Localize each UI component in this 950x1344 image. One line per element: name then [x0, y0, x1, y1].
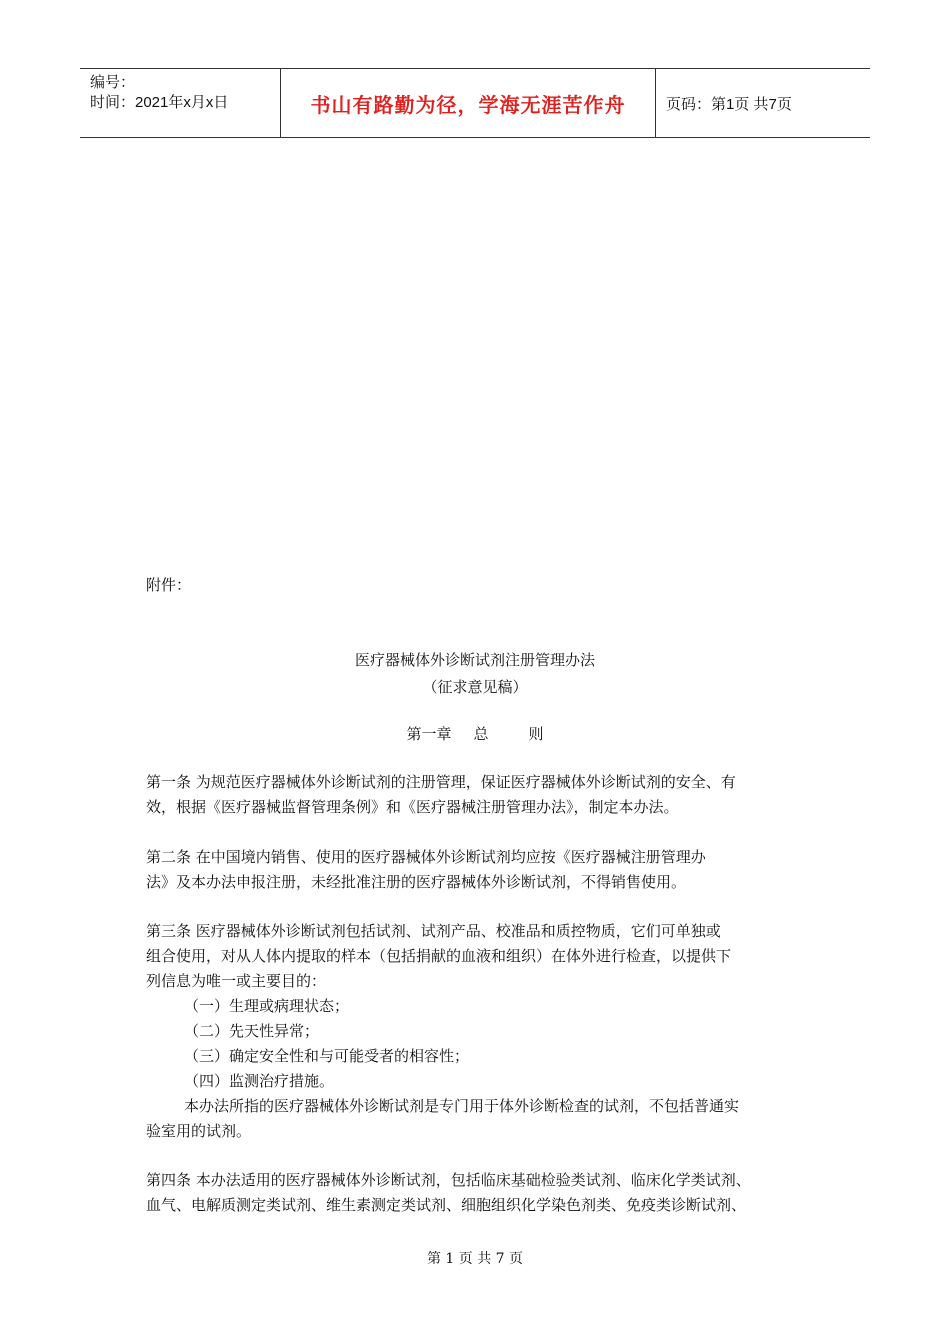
article-4-line: 血气、电解质测定类试剂、维生素测定类试剂、细胞组织化学染色剂类、免疫类诊断试剂、 [146, 1196, 747, 1214]
article-4 [146, 1168, 810, 1218]
article-2-line: 法》及本办法申报注册，未经批准注册的医疗器械体外诊断试剂，不得销售使用。 [146, 873, 687, 891]
article-3-item: （二）先天性异常； [184, 1022, 320, 1040]
document-subtitle: （征求意见稿） [422, 678, 528, 696]
article-3-item: （三）确定安全性和与可能受者的相容性； [184, 1047, 470, 1065]
article-1-line: 效，根据《医疗器械监督管理条例》和《医疗器械注册管理办法》，制定本办法。 [146, 798, 679, 816]
attachment-label: 附件： [146, 576, 192, 594]
header-page-info: 页码：第1页 共7页 [666, 95, 792, 113]
article-3-item: （四）监测治疗措施。 [184, 1072, 335, 1090]
document-title: 医疗器械体外诊断试剂注册管理办法 [354, 651, 595, 669]
article-3-line: 组合使用，对从人体内提取的样本（包括捐献的血液和组织）在体外进行检查，以提供下 [146, 947, 732, 965]
time-label: 时间：2021年x月x日 [90, 94, 229, 111]
header-motto: 书山有路勤为径，学海无涯苦作舟 [280, 69, 656, 137]
number-label: 编号： [90, 74, 136, 91]
article-4-line: 第四条 本办法适用的医疗器械体外诊断试剂，包括临床基础检验类试剂、临床化学类试剂、 [146, 1171, 751, 1189]
article-1-line: 第一条 为规范医疗器械体外诊断试剂的注册管理，保证医疗器械体外诊断试剂的安全、有 [146, 773, 736, 791]
article-3-item: （一）生理或病理状态； [184, 997, 350, 1015]
chapter-word-2: 则 [528, 725, 544, 743]
chapter-number: 第一章 [406, 725, 452, 743]
chapter-heading [0, 723, 950, 744]
article-3-note-line: 验室用的试剂。 [146, 1122, 252, 1140]
page-footer: 第 1 页 共 7 页 [426, 1251, 524, 1267]
article-2 [146, 845, 810, 895]
article-3-line: 第三条 医疗器械体外诊断试剂包括试剂、试剂产品、校准品和质控物质，它们可单独或 [146, 922, 721, 940]
page-header [80, 68, 870, 138]
header-meta [80, 69, 280, 137]
article-3-note-line: 本办法所指的医疗器械体外诊断试剂是专门用于体外诊断检查的试剂，不包括普通实 [184, 1097, 740, 1115]
article-2-line: 第二条 在中国境内销售、使用的医疗器械体外诊断试剂均应按《医疗器械注册管理办 [146, 848, 706, 866]
article-3 [146, 919, 810, 1144]
article-1 [146, 770, 810, 820]
article-3-line: 列信息为唯一或主要目的： [146, 972, 327, 990]
chapter-word-1: 总 [473, 725, 489, 743]
